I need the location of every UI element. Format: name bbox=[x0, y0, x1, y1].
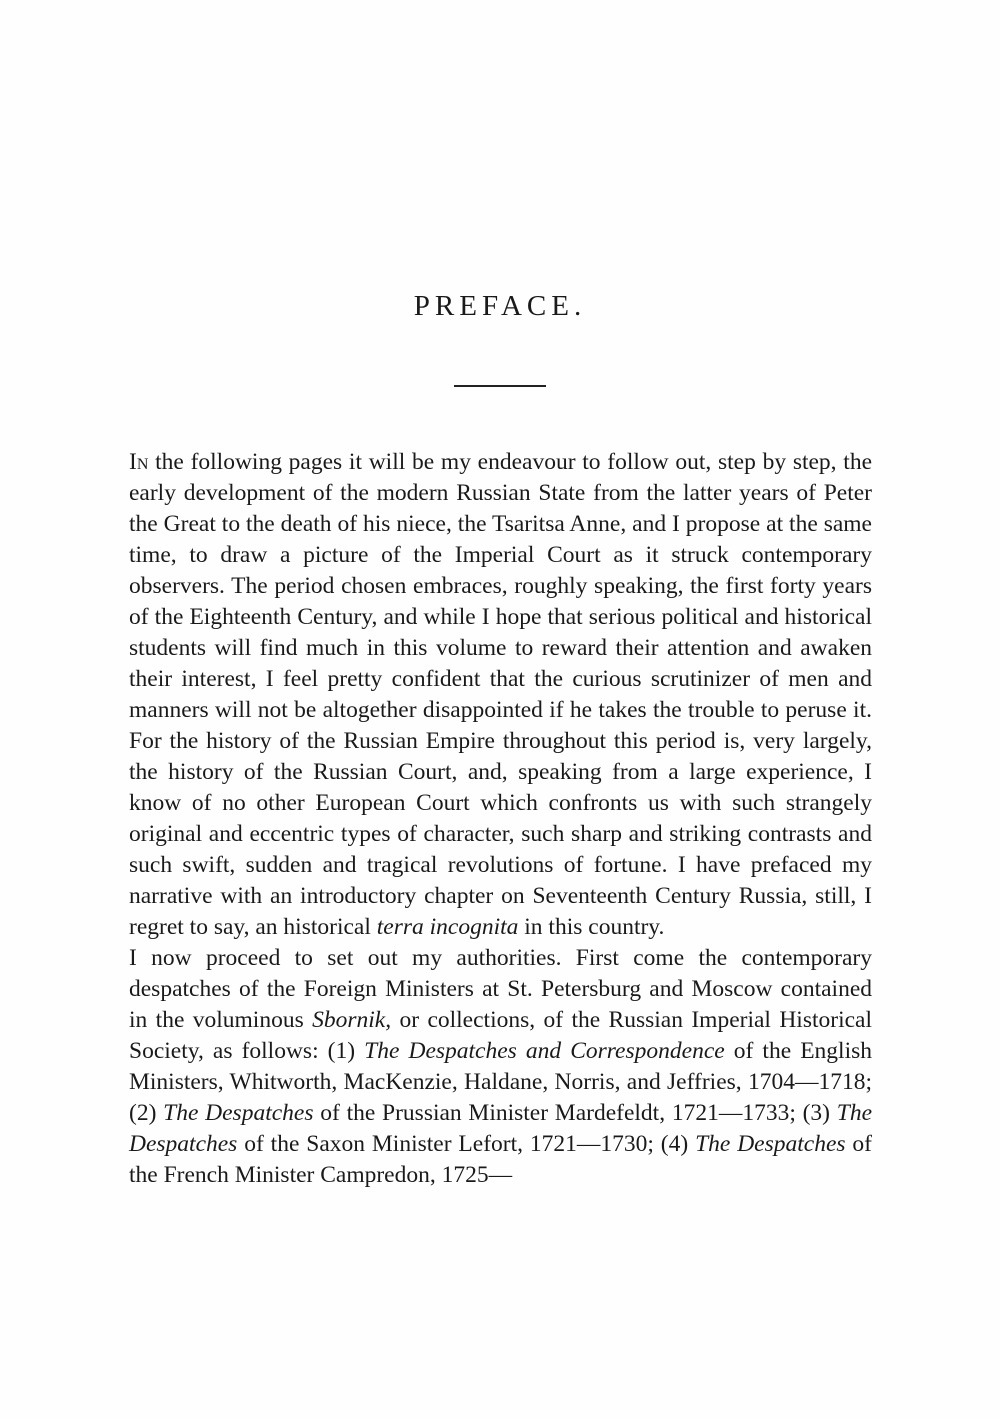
italic-title-4: The Despatches bbox=[695, 1131, 846, 1157]
paragraph-2-text-2: or collections, of the Russian Imperial Historical Society, as follows: (1) bbox=[129, 1007, 872, 1064]
paragraph-1 bbox=[129, 447, 872, 943]
italic-sbornik: Sbornik, bbox=[312, 1007, 392, 1033]
italic-title-2: The Despatches bbox=[163, 1100, 314, 1126]
italic-title-3: The Despatches bbox=[129, 1100, 873, 1157]
paragraph-2-text-5: of the Saxon Minister Lefort, 1721—1730; (4) bbox=[237, 1131, 696, 1157]
italic-phrase: terra incognita bbox=[376, 914, 519, 940]
page-title: PREFACE. bbox=[413, 290, 587, 322]
paragraph-2-text-3: of the English Ministers, Whitworth, MacKenzie, Haldane, Norris, and Jeffries, 1704—1718; (2) bbox=[129, 1038, 873, 1126]
paragraph-2-text-1: I now proceed to set out my authorities. First come the contemporary despatches of the Foreign Ministers at St. Petersburg and Moscow contained in the voluminous bbox=[129, 945, 872, 1033]
italic-title-1: The Despatches and Correspondence bbox=[364, 1038, 725, 1064]
title-rule bbox=[454, 385, 546, 387]
paragraph-2 bbox=[129, 943, 872, 1191]
dropcap-word: In bbox=[129, 449, 149, 475]
paragraph-2-text-6: of the French Minister Campredon, 1725— bbox=[129, 1131, 872, 1188]
paragraph-1-text: the following pages it will be my endeavour to follow out, step by step, the early development of the modern Russian State from the latter years of Peter the Great to the death of his niece, the Tsaritsa Anne, and I propose at the same time, to draw a picture of the Imperial Court as it struck contemporary observers. The period chosen embraces, roughly speaking, the first forty years of the Eighteenth Century, and while I hope that serious political and historical students will find much in this volume to reward their attention and awaken their interest, I feel pretty confident that the curious scrutinizer of men and manners will not be altogether disappointed if he takes the trouble to peruse it. For the history of the Russian Empire throughout this period is, very largely, the history of the Russian Court, and, speaking from a large experience, I know of no other European Court which confronts us with such strangely original and eccentric types of character, such sharp and striking contrasts and such swift, sudden and tragical revolutions of fortune. I have prefaced my narrative with an introductory chapter on Seventeenth Century Russia, still, I regret to say, an historical bbox=[129, 449, 872, 940]
paragraph-1-end: in this country. bbox=[518, 914, 665, 940]
body-text bbox=[129, 447, 872, 1191]
paragraph-2-text-4: of the Prussian Minister Mardefeldt, 1721—1733; (3) bbox=[313, 1100, 837, 1126]
